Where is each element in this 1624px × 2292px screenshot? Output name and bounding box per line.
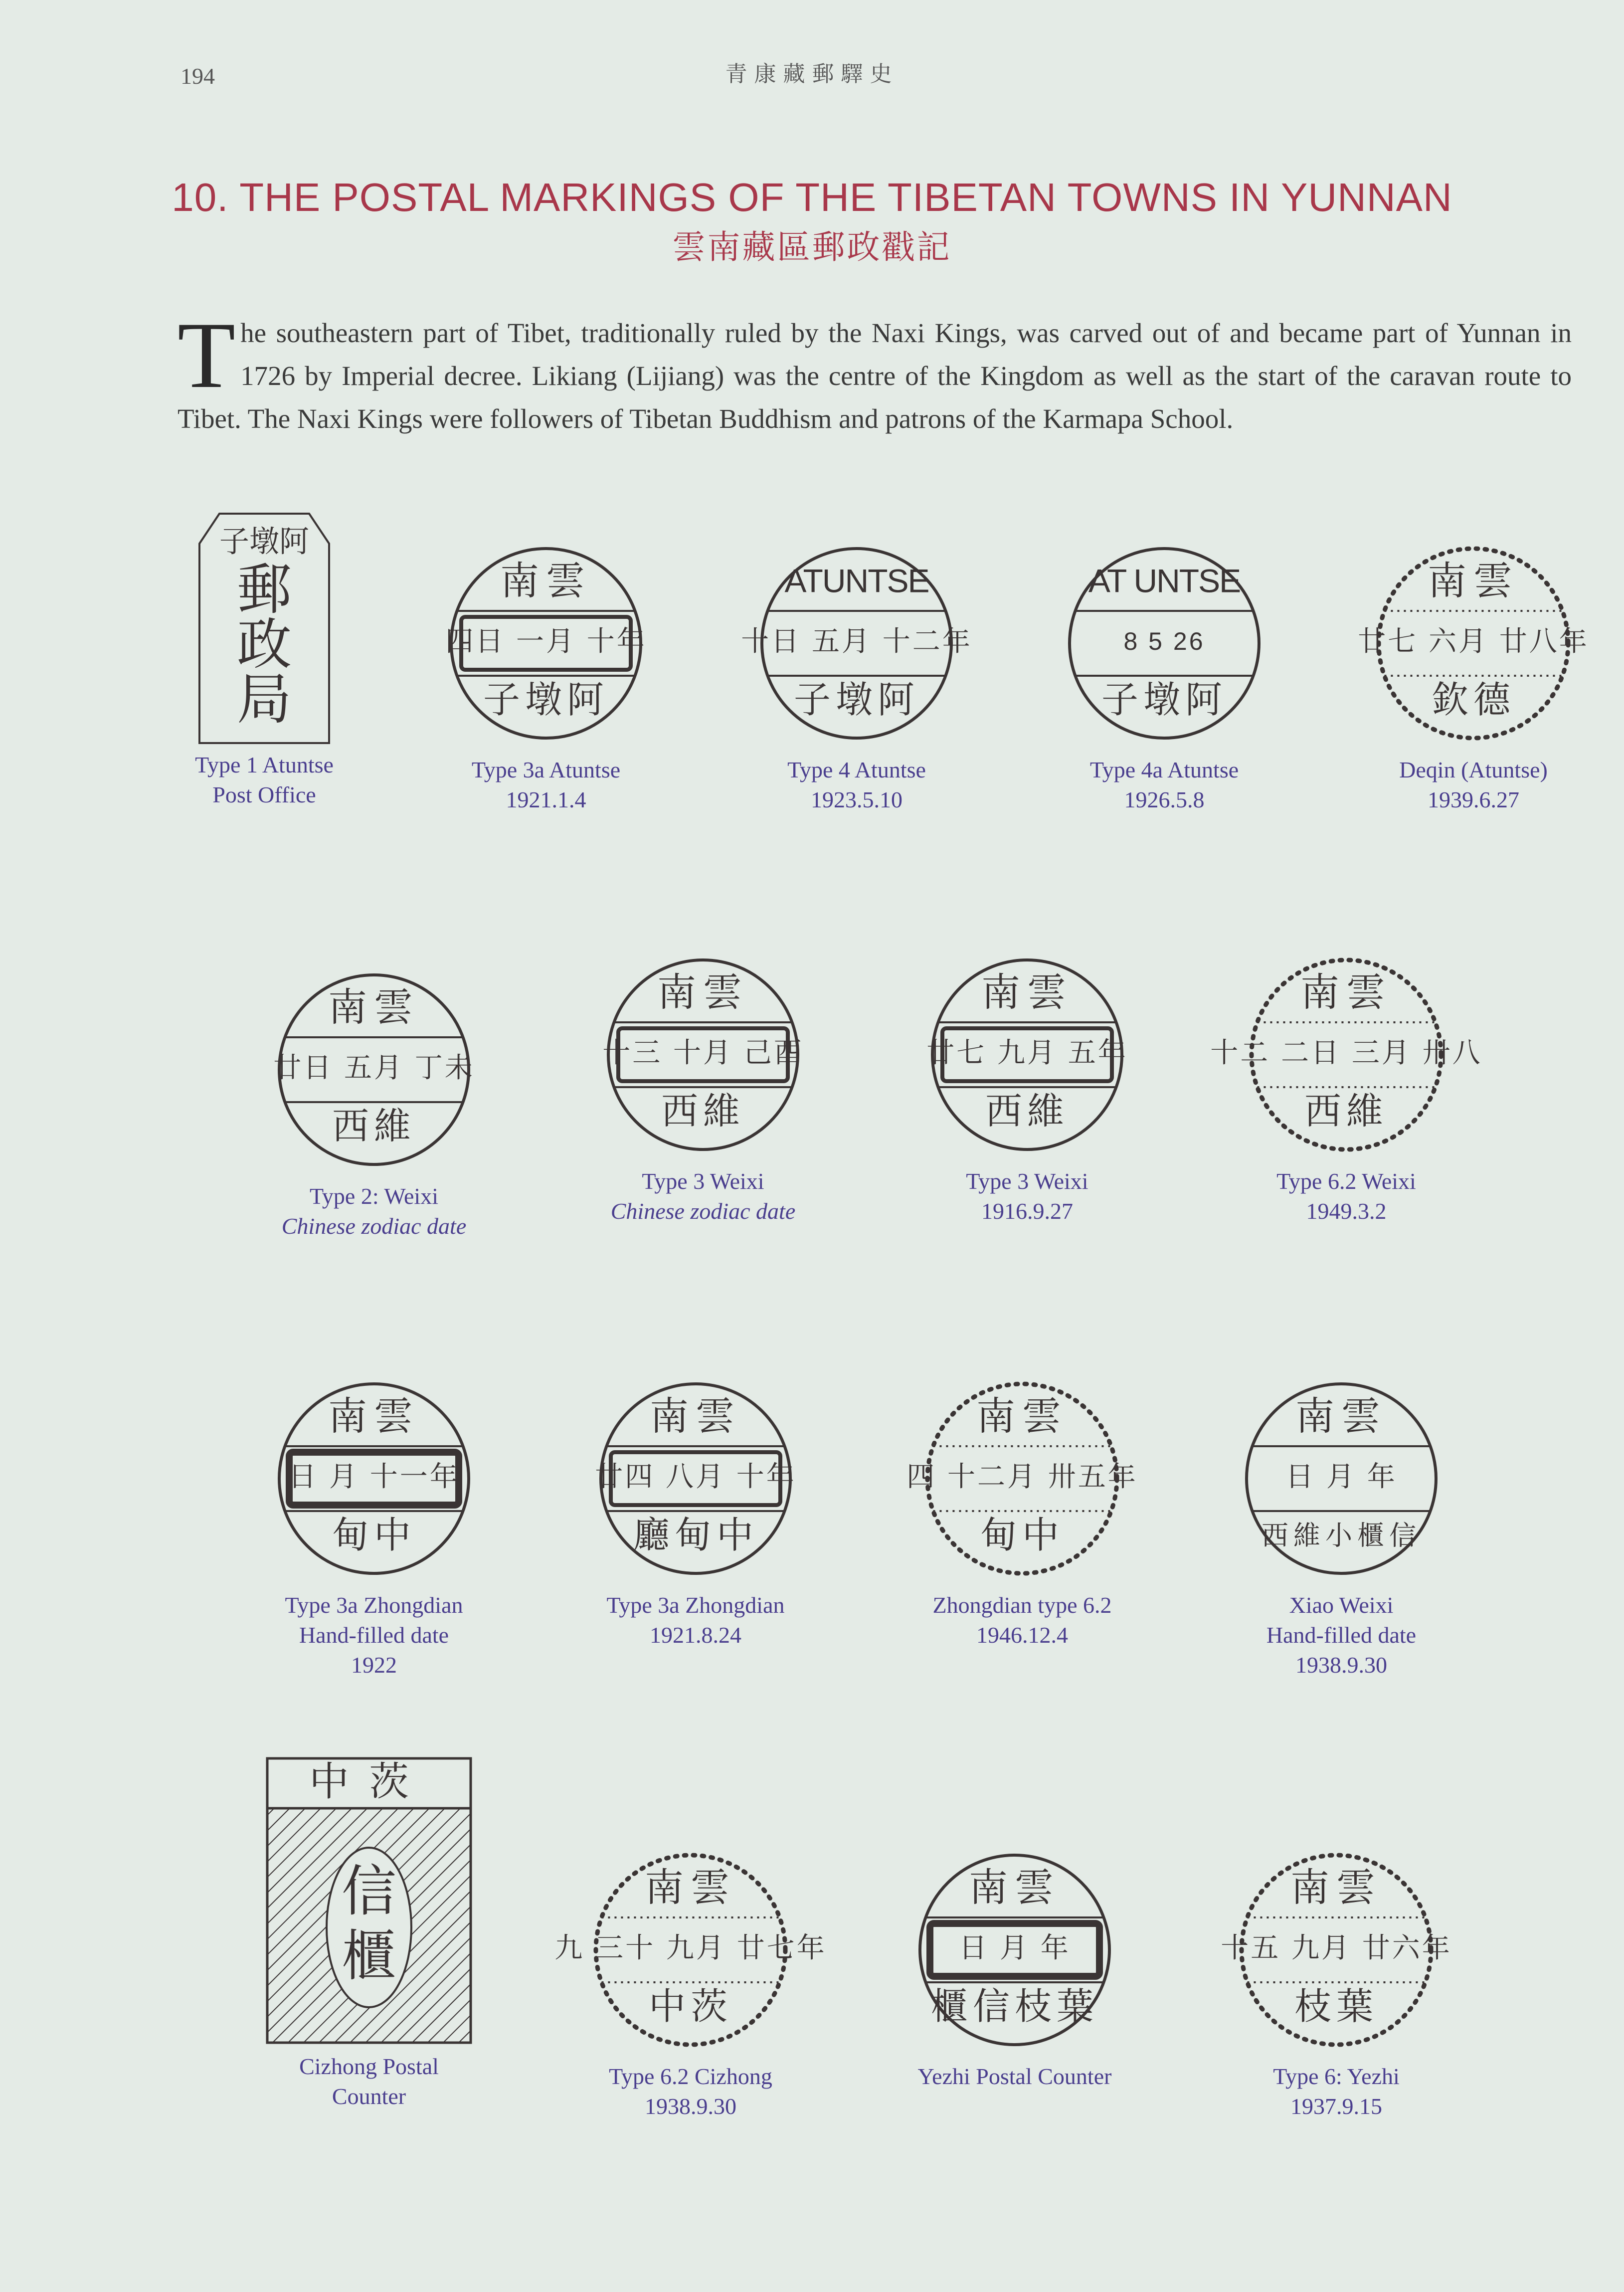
postmark-type62-weixi [1210,950,1482,1159]
caption-line: Type 3a Atuntse [471,757,621,782]
stamp-type1-atuntse [135,509,394,810]
postmark-type3a-zhongdian-1921 [591,1374,800,1583]
caption-line: 1921.1.4 [506,787,586,812]
stamp-bottom-text: 西維 [661,1090,745,1133]
stamp-top-text: 南雲 [649,1394,742,1439]
stamp-mid-char: 局 [237,667,292,732]
stamp-date-text: 四 十二月 卅五年 [906,1461,1138,1494]
stamp-top-text: 子墩阿 [219,524,309,560]
running-head: 青康藏郵驛史 [725,61,899,87]
caption-line: Type 4a Atuntse [1089,757,1239,782]
stamp-bottom-text: 櫃信枝葉 [931,1985,1098,2028]
stamp-date-text: 日 月 年 [1285,1461,1397,1494]
stamp-date-text: 廿七 九月 五年 [926,1037,1128,1070]
stamp-type3a-zhongdian-1921 [566,1374,825,1650]
caption-line: Deqin (Atuntse) [1399,757,1548,782]
section-title: 10. THE POSTAL MARKINGS OF THE TIBETAN TOWNS IN YUNNAN [172,175,1452,219]
stamp-type2-weixi [244,965,504,1241]
caption-line: Post Office [212,782,316,807]
stamp-date-text: 十五 九月 廿六年 [1221,1932,1452,1965]
caption-line: Type 4 Atuntse [787,757,926,782]
stamp-date-text: 四日 一月 十年 [445,625,647,658]
postmark-type6-yezhi [1221,1845,1452,2055]
caption-line: Chinese zodiac date [610,1198,796,1224]
caption-line: 1939.6.27 [1428,787,1519,812]
stamp-type4a-atuntse [1035,539,1294,815]
stamp-bottom-text: 枝葉 [1294,1985,1378,2028]
stamp-cizhong-counter [239,1755,499,2111]
stamp-top-text: AT UNTSE [1088,562,1241,599]
caption-line: Hand-filled date [299,1622,449,1648]
caption-line: 1946.12.4 [976,1622,1068,1648]
stamp-date-text: 廿七 六月 廿八年 [1358,625,1589,658]
stamp-bottom-text: 子墩阿 [1101,678,1227,722]
caption-line: Type 6.2 Weixi [1276,1168,1416,1194]
stamp-bottom-text: 廳甸中 [633,1514,758,1557]
stamp-caption [893,1590,1152,1650]
caption-line: 1923.5.10 [811,787,902,812]
stamp-caption [244,1181,504,1241]
stamp-date-text: 九 三十 九月 廿七年 [554,1932,827,1965]
stamp-caption [885,2062,1144,2092]
stamp-bottom-text: 西維 [985,1090,1069,1133]
postmark-type1-atuntse [189,509,339,743]
stamp-date-text: 十日 五月 十二年 [741,625,972,658]
stamp-zhongdian-type62 [893,1374,1152,1650]
caption-line: Chinese zodiac date [281,1213,467,1239]
stamp-bottom-text: 中茨 [649,1985,732,2028]
caption-line: 1949.3.2 [1306,1198,1387,1224]
stamp-caption [566,1590,825,1650]
stamp-caption [416,755,676,815]
postmark-type2-weixi [269,965,479,1174]
stamp-top-text: 南雲 [644,1865,737,1910]
stamp-caption [1217,1166,1476,1226]
stamp-bottom-text: 子墩阿 [794,678,919,722]
postmark-xiao-weixi [1237,1374,1446,1583]
stamp-date-text: 十三 十月 己酉 [602,1037,804,1070]
stamp-top-text: 南雲 [981,970,1074,1015]
stamp-top-text: 南雲 [1290,1865,1383,1910]
drop-cap: T [178,303,236,408]
caption-line: 1938.9.30 [645,2094,736,2119]
caption-line: 1937.9.15 [1290,2094,1382,2119]
caption-line: 1926.5.8 [1124,787,1205,812]
stamp-caption [135,750,394,810]
stamp-type3-weixi-zodiac [573,950,833,1226]
stamp-type4-atuntse [727,539,986,815]
stamp-top-text: ATUNTSE [784,562,929,599]
postmark-yezhi-counter [910,1845,1119,2055]
caption-line: 1922 [351,1652,397,1678]
caption-line: Zhongdian type 6.2 [932,1592,1112,1618]
postmark-type4a-atuntse [1060,539,1269,748]
stamp-top-text: 南雲 [328,985,420,1030]
postmark-deqin-atuntse [1358,539,1589,748]
page-number: 194 [180,63,215,89]
postmark-zhongdian-type62 [906,1374,1138,1583]
caption-line: 1916.9.27 [981,1198,1073,1224]
stamp-caption [573,1166,833,1226]
caption-line: Type 3a Zhongdian [606,1592,785,1618]
stamp-mid-char: 政 [237,612,292,677]
caption-line: Hand-filled date [1266,1622,1417,1648]
caption-line: 1938.9.30 [1295,1652,1387,1678]
stamp-caption [1035,755,1294,815]
postmark-type4-atuntse [741,539,972,748]
caption-line: Xiao Weixi [1289,1592,1394,1618]
stamp-caption [727,755,986,815]
caption-line: Type 6.2 Cizhong [609,2064,772,2089]
stamp-top-text: 南雲 [968,1865,1061,1910]
postmark-type3-weixi-1916 [922,950,1132,1159]
stamp-type6-yezhi [1207,1845,1466,2121]
stamp-caption [898,1166,1157,1226]
postmark-type3a-zhongdian-hand [269,1374,479,1583]
stamp-mid-char: 信 [342,1859,396,1923]
stamp-top-text: 南雲 [328,1394,420,1439]
stamp-top-text: 中茨 [309,1758,429,1805]
stamp-type3-weixi-1916 [898,950,1157,1226]
stamp-date-text: 廿日 五月 丁未 [273,1052,475,1085]
stamp-top-text: 南雲 [1295,1394,1388,1439]
stamp-xiao-weixi [1212,1374,1471,1680]
stamp-yezhi-counter [885,1845,1144,2092]
postmark-type62-cizhong [554,1845,827,2055]
stamp-bottom-text: 甸中 [332,1514,416,1557]
postmark-type3-weixi-zodiac [598,950,808,1159]
stamp-date-text: 日 月 十一年 [288,1461,460,1494]
stamp-date-text: 日 月 年 [959,1932,1071,1965]
stamp-top-text: 南雲 [976,1394,1069,1439]
stamp-top-text: 南雲 [1427,559,1520,604]
stamp-caption [1212,1590,1471,1680]
stamp-date-text: 廿四 八月 十年 [595,1461,796,1494]
stamp-type3a-zhongdian-hand [244,1374,504,1680]
stamp-bottom-text: 欽德 [1432,678,1515,722]
stamp-type3a-atuntse [416,539,676,815]
caption-line: Type 3 Weixi [642,1168,764,1194]
stamp-top-text: 南雲 [657,970,749,1015]
postmark-cizhong-counter [264,1755,474,2045]
stamp-caption [1207,2062,1466,2121]
stamp-caption [1344,755,1603,815]
stamp-top-text: 南雲 [1300,970,1393,1015]
stamp-top-text: 南雲 [500,559,592,604]
stamp-caption [244,1590,504,1680]
caption-line: Type 2: Weixi [310,1183,438,1209]
stamp-date-text: 8 5 26 [1123,627,1205,656]
stamp-bottom-text: 西維 [1304,1090,1388,1133]
stamp-bottom-text: 西維小櫃信 [1262,1520,1421,1551]
stamp-mid-char: 郵 [237,558,292,622]
caption-line: Type 3 Weixi [966,1168,1088,1194]
caption-line: Type 3a Zhongdian [285,1592,463,1618]
caption-line: Type 6: Yezhi [1273,2064,1400,2089]
caption-line: Yezhi Postal Counter [917,2064,1112,2089]
stamp-bottom-text: 甸中 [980,1514,1064,1557]
section-title-chinese: 雲南藏區郵政戳記 [672,228,952,266]
stamp-caption [239,2052,499,2111]
stamp-caption [561,2062,820,2121]
intro-text: he southeastern part of Tibet, traditionally ruled by the Naxi Kings, was carved out of and became part of Yunnan in 1726 by Imperial decree. Likiang (Lijiang) was the centre of the Kingdom as well as the start of the caravan route to Tibet. The Naxi Kings were followers of Tibetan Buddhism and patrons of the Karmapa School. [178,318,1572,434]
stamp-mid-char: 櫃 [342,1924,396,1988]
stamp-bottom-text: 子墩阿 [483,678,609,722]
caption-line: 1921.8.24 [650,1622,741,1648]
caption-line: Type 1 Atuntse [195,752,334,777]
stamp-date-text: 十二 二日 三月 卅八 [1210,1037,1482,1070]
caption-line: Counter [332,2084,406,2109]
stamp-type62-cizhong [554,1845,827,2121]
caption-line: Cizhong Postal [299,2054,439,2079]
intro-paragraph [178,303,1572,440]
postmark-type3a-atuntse [441,539,651,748]
stamp-deqin-atuntse [1344,539,1603,815]
stamp-bottom-text: 西維 [332,1105,416,1148]
stamp-type62-weixi [1210,950,1482,1226]
